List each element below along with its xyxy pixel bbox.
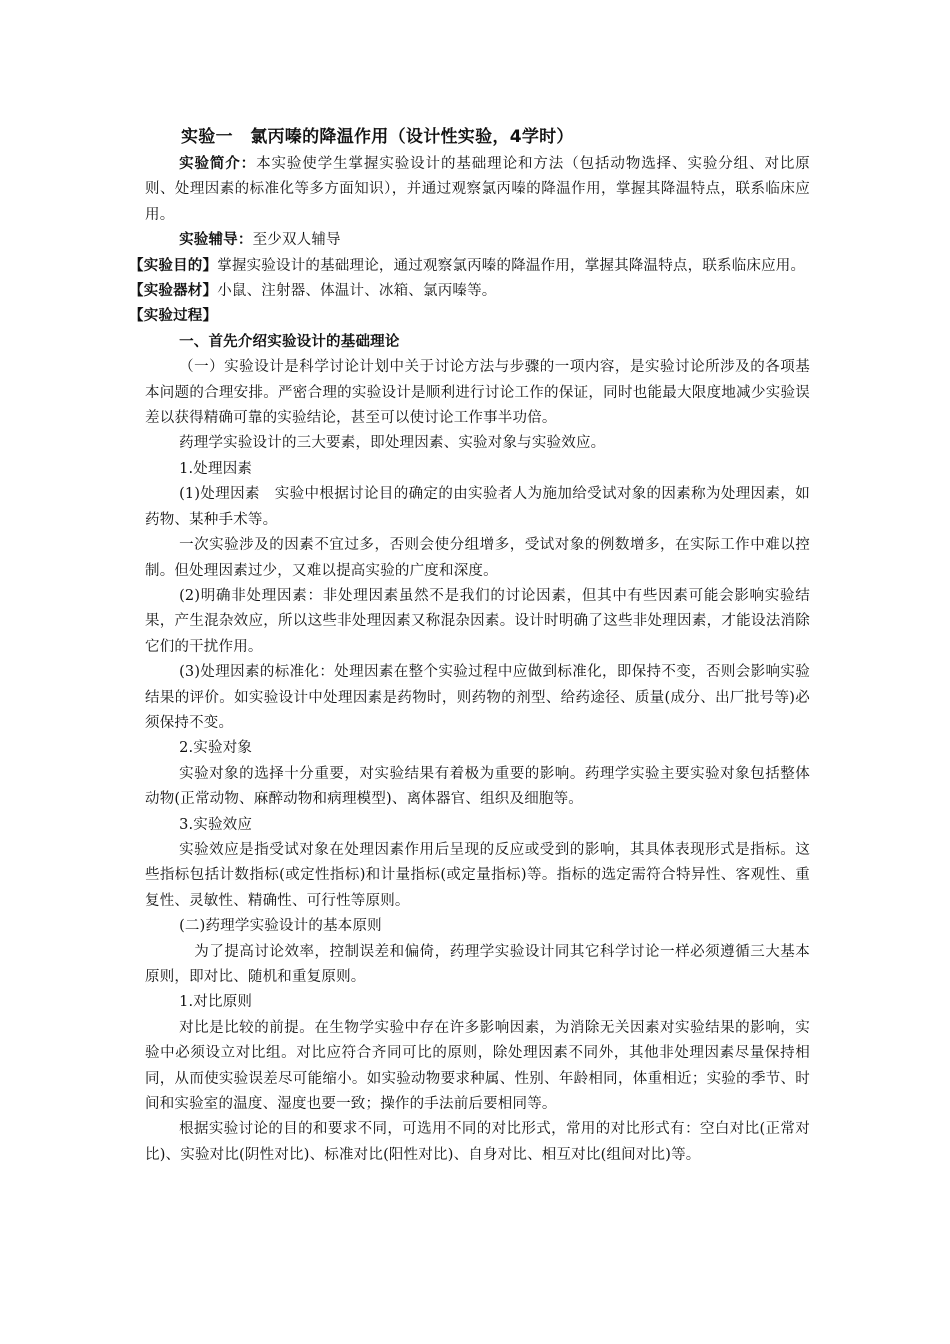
intro-text: 本实验使学生掌握实验设计的基础理论和方法（包括动物选择、实验分组、对比原则、处理因素的标准化等多方面知识），并通过观察氯丙嗪的降温作用，掌握其降温特点，联系临床应用。 [145,156,810,223]
paragraph-2: 药理学实验设计的三大要素，即处理因素、实验对象与实验效应。 [179,435,606,452]
document-body [129,122,810,1168]
process-paragraph [129,304,810,329]
tutor-paragraph [145,228,810,253]
heading-contrast: 1.对比原则 [179,994,253,1011]
paragraph-9: 为了提高讨论效率，控制误差和偏倚，药理学实验设计同其它科学讨论一样必须遵循三大基本原则，即对比、随机和重复原则。 [145,943,810,985]
process-label: 【实验过程】 [129,308,218,325]
equipment-paragraph [129,279,810,304]
purpose-label: 【实验目的】 [129,257,218,274]
tutor-text: 至少双人辅导 [252,232,341,249]
tutor-label: 实验辅导： [179,232,253,249]
purpose-text: 掌握实验设计的基础理论，通过观察氯丙嗪的降温作用，掌握其降温特点，联系临床应用。 [217,257,806,274]
section1-heading: 一、首先介绍实验设计的基础理论 [179,333,400,350]
paragraph-7: 实验对象的选择十分重要，对实验结果有着极为重要的影响。药理学实验主要实验对象包括整体动物(正常动物、麻醉动物和病理模型)、离体器官、组织及细胞等。 [145,765,810,808]
purpose-paragraph [129,254,810,279]
paragraph-4: 一次实验涉及的因素不宜过多，否则会使分组增多，受试对象的例数增多，在实际工作中难以控制。但处理因素过少，又难以提高实验的广度和深度。 [145,537,810,579]
paragraph-3: (1)处理因素 实验中根据讨论目的确定的由实验者人为施加给受试对象的因素称为处理因素，如药物、某种手术等。 [145,486,810,528]
heading-subject: 2.实验对象 [179,740,253,757]
intro-paragraph [145,152,810,228]
page-title: 实验一 氯丙嗪的降温作用（设计性实验，4学时） [181,127,574,147]
paragraph-5: (2)明确非处理因素：非处理因素虽然不是我们的讨论因素，但其中有些因素可能会影响实验结果，产生混杂效应，所以这些非处理因素又称混杂因素。设计时明确了这些非处理因素，才能设法消除它们的干扰作用。 [145,587,810,655]
paragraph-8: 实验效应是指受试对象在处理因素作用后呈现的反应或受到的影响，其具体表现形式是指标。这些指标包括计数指标(或定性指标)和计量指标(或定量指标)等。指标的选定需符合特异性、客观性、重复性、灵敏性、精确性、可行性等原则。 [145,841,810,909]
paragraph-10: 对比是比较的前提。在生物学实验中存在许多影响因素，为消除无关因素对实验结果的影响，实验中必须设立对比组。对比应符合齐同可比的原则，除处理因素不同外，其他非处理因素尽量保持相同，从而使实验误差尽可能缩小。如实验动物要求种属、性别、年龄相同，体重相近；实验的季节、时间和实验室的温度、湿度也要一致；操作的手法前后要相同等。 [145,1019,810,1113]
equipment-text: 小鼠、注射器、体温计、冰箱、氯丙嗪等。 [217,283,497,300]
heading-treatment-factor: 1.处理因素 [179,460,253,477]
heading-principles: (二)药理学实验设计的基本原则 [179,918,382,935]
paragraph-11: 根据实验讨论的目的和要求不同，可选用不同的对比形式，常用的对比形式有：空白对比(正常对比)、实验对比(阴性对比)、标准对比(阳性对比)、自身对比、相互对比(组间对比)等。 [145,1121,810,1163]
paragraph-6: (3)处理因素的标准化：处理因素在整个实验过程中应做到标准化，即保持不变，否则会影响实验结果的评价。如实验设计中处理因素是药物时，则药物的剂型、给药途径、质量(成分、出厂批号等)必须保持不变。 [145,664,810,731]
equipment-label: 【实验器材】 [129,283,218,300]
intro-label: 实验简介： [179,156,257,172]
heading-effect: 3.实验效应 [179,816,253,833]
paragraph-1: （一）实验设计是科学讨论计划中关于讨论方法与步骤的一项内容，是实验讨论所涉及的各项基本问题的合理安排。严密合理的实验设计是顺利进行讨论工作的保证，同时也能最大限度地减少实验误差以获得精确可靠的实验结论，甚至可以使讨论工作事半功倍。 [145,359,810,427]
